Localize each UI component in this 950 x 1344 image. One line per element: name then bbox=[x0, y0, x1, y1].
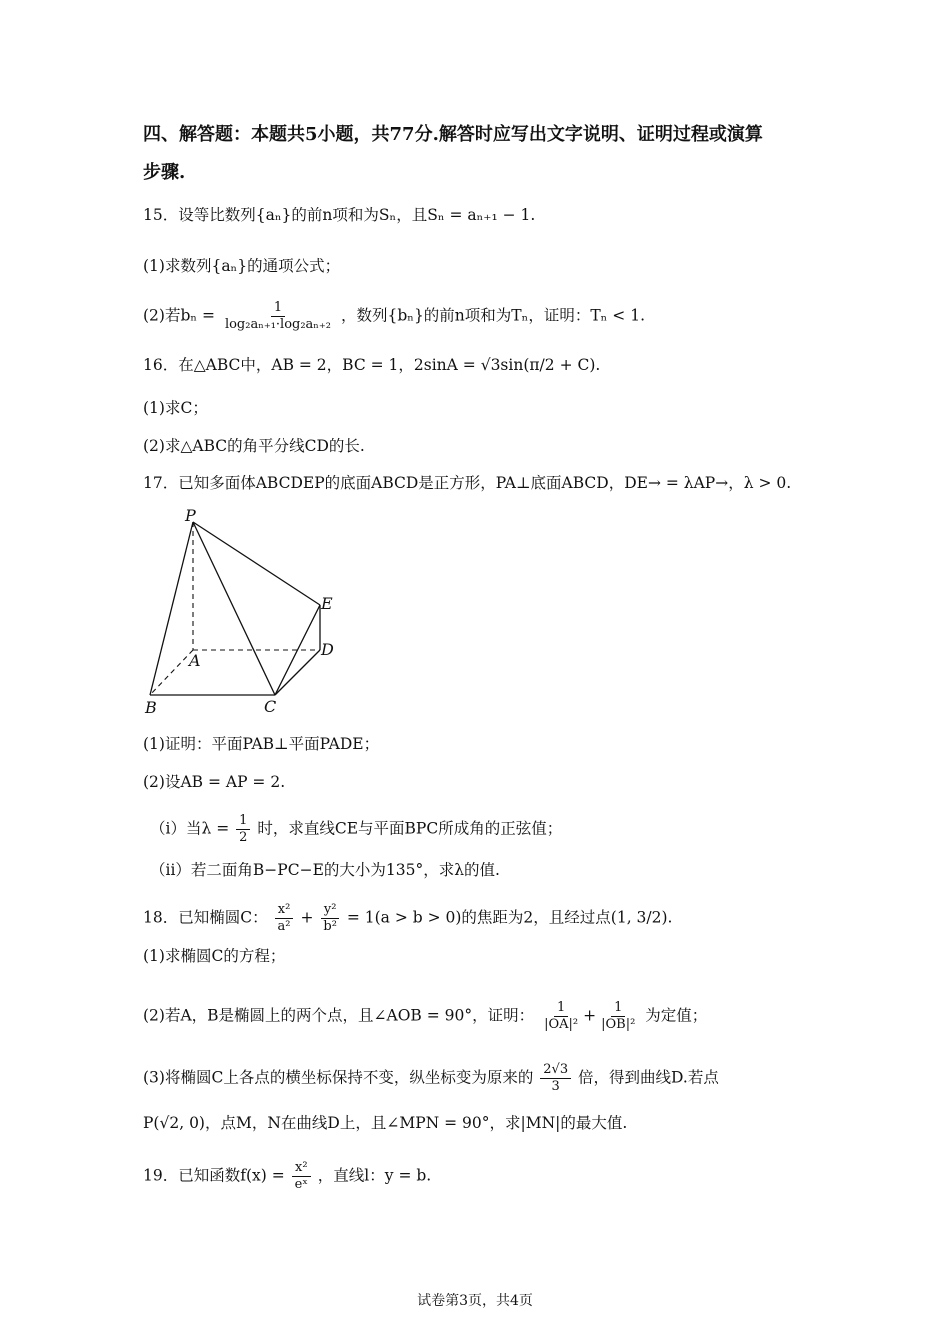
label-P: P bbox=[185, 506, 196, 525]
label-E: E bbox=[321, 594, 333, 613]
label-D: D bbox=[321, 640, 334, 659]
q16-part2: (2)求△ABC的角平分线CD的长. bbox=[143, 437, 365, 455]
q19-numerator: x² bbox=[292, 1160, 311, 1177]
q18-part2-frac2-den: |OB|² bbox=[601, 1017, 636, 1032]
q17-sub2: （ii）若二面角B−PC−E的大小为135°，求λ的值. bbox=[150, 861, 500, 879]
q18-frac-y-den: b² bbox=[323, 919, 337, 934]
q17-sub1-fraction bbox=[236, 813, 250, 846]
q18-part3-denominator: 3 bbox=[551, 1079, 560, 1094]
q18-part2-frac1-num: 1 bbox=[554, 1000, 568, 1017]
q17-sub1-pre: （i）当λ = bbox=[150, 819, 230, 838]
q18-part2-frac1-den: |OA|² bbox=[544, 1017, 579, 1032]
q18-part2-post: 为定值； bbox=[645, 1006, 708, 1025]
q17-sub1-post: 时，求直线CE与平面BPC所成角的正弦值； bbox=[257, 819, 563, 838]
q19-stem bbox=[143, 1160, 431, 1193]
q18-frac-y bbox=[320, 902, 340, 935]
label-B: B bbox=[145, 698, 157, 717]
q18-part2-frac2 bbox=[598, 1000, 638, 1033]
q15-part2-pre: (2)若bₙ = bbox=[143, 306, 215, 325]
q18-part3-pre: (3)将椭圆C上各点的横坐标保持不变，纵坐标变为原来的 bbox=[143, 1068, 534, 1087]
section-title-line2: 步骤. bbox=[143, 162, 186, 183]
q18-part3-post: 倍，得到曲线D.若点 bbox=[578, 1068, 719, 1087]
q18-part2-frac2-num: 1 bbox=[611, 1000, 625, 1017]
q15-part2-denominator: log₂aₙ₊₁·log₂aₙ₊₂ bbox=[224, 317, 332, 332]
q17-stem: 17．已知多面体ABCDEP的底面ABCD是正方形，PA⊥底面ABCD，DE→ = λAP→，λ > 0. bbox=[143, 474, 792, 492]
q18-part2-frac1 bbox=[541, 1000, 581, 1033]
q17-sub1-denominator: 2 bbox=[239, 830, 248, 845]
edge-PC bbox=[193, 522, 275, 695]
q18-part3-numerator: 2√3 bbox=[540, 1062, 571, 1079]
q18-stem bbox=[143, 902, 672, 935]
q18-part3-line1 bbox=[143, 1062, 719, 1095]
q15-stem: 15．设等比数列{aₙ}的前n项和为Sₙ，且Sₙ = aₙ₊₁ − 1. bbox=[143, 206, 536, 224]
q17-sub1 bbox=[150, 813, 562, 846]
q18-frac-x-den: a² bbox=[277, 919, 291, 934]
q18-stem-post: = 1(a > b > 0)的焦距为2，且经过点(1, 3/2). bbox=[346, 908, 673, 927]
label-A: A bbox=[189, 651, 201, 670]
q18-frac-x-num: x² bbox=[275, 902, 294, 919]
q17-sub1-numerator: 1 bbox=[236, 813, 250, 830]
q15-part2-post: ，数列{bₙ}的前n项和为Tₙ，证明：Tₙ < 1. bbox=[340, 306, 646, 325]
edge-PB bbox=[150, 522, 193, 695]
edge-AB bbox=[150, 650, 193, 695]
q15-part2 bbox=[143, 300, 645, 333]
q19-fraction bbox=[292, 1160, 311, 1193]
q18-part2: (2)若A，B是椭圆上的两个点，且∠AOB = 90°，证明： $\frac{1}{\text{|OA|²}}$ + $\frac{1}{\text{|OB|²}}$ 为定值； bbox=[143, 1000, 708, 1032]
q15-part1: (1)求数列{aₙ}的通项公式； bbox=[143, 257, 341, 275]
q18-part3-line2: P(√2, 0)，点M，N在曲线D上，且∠MPN = 90°，求|MN|的最大值. bbox=[143, 1114, 628, 1132]
q19-stem-pre: 19．已知函数f(x) = bbox=[143, 1166, 285, 1185]
q18-frac-x bbox=[275, 902, 294, 935]
q18-plus: + bbox=[300, 908, 314, 927]
q16-part1: (1)求C； bbox=[143, 399, 208, 417]
q17-part1: (1)证明：平面PAB⊥平面PADE； bbox=[143, 735, 380, 753]
q18-part1: (1)求椭圆C的方程； bbox=[143, 947, 286, 965]
page-footer: 试卷第3页，共4页 bbox=[417, 1293, 533, 1309]
q18-part3-fraction bbox=[540, 1062, 571, 1095]
q18-part2-pre: (2)若A，B是椭圆上的两个点，且∠AOB = 90°，证明： bbox=[143, 1006, 535, 1025]
q15-part2-fraction bbox=[222, 300, 334, 333]
section-title-line1: 四、解答题：本题共5小题，共77分.解答时应写出文字说明、证明过程或演算 bbox=[143, 124, 763, 145]
q19-denominator: eˣ bbox=[294, 1177, 308, 1192]
label-C: C bbox=[264, 697, 277, 716]
q18-frac-y-num: y² bbox=[321, 902, 340, 919]
q17-part2: (2)设AB = AP = 2. bbox=[143, 773, 286, 791]
q19-stem-post: ，直线l：y = b. bbox=[317, 1166, 432, 1185]
q18-stem-pre: 18．已知椭圆C： bbox=[143, 908, 268, 927]
edge-CD bbox=[275, 650, 320, 695]
q16-stem: 16．在△ABC中，AB = 2，BC = 1，2sinA = √3sin(π/2 + C). bbox=[143, 356, 601, 374]
polyhedron-figure bbox=[140, 505, 360, 720]
q15-part2-numerator: 1 bbox=[271, 300, 285, 317]
